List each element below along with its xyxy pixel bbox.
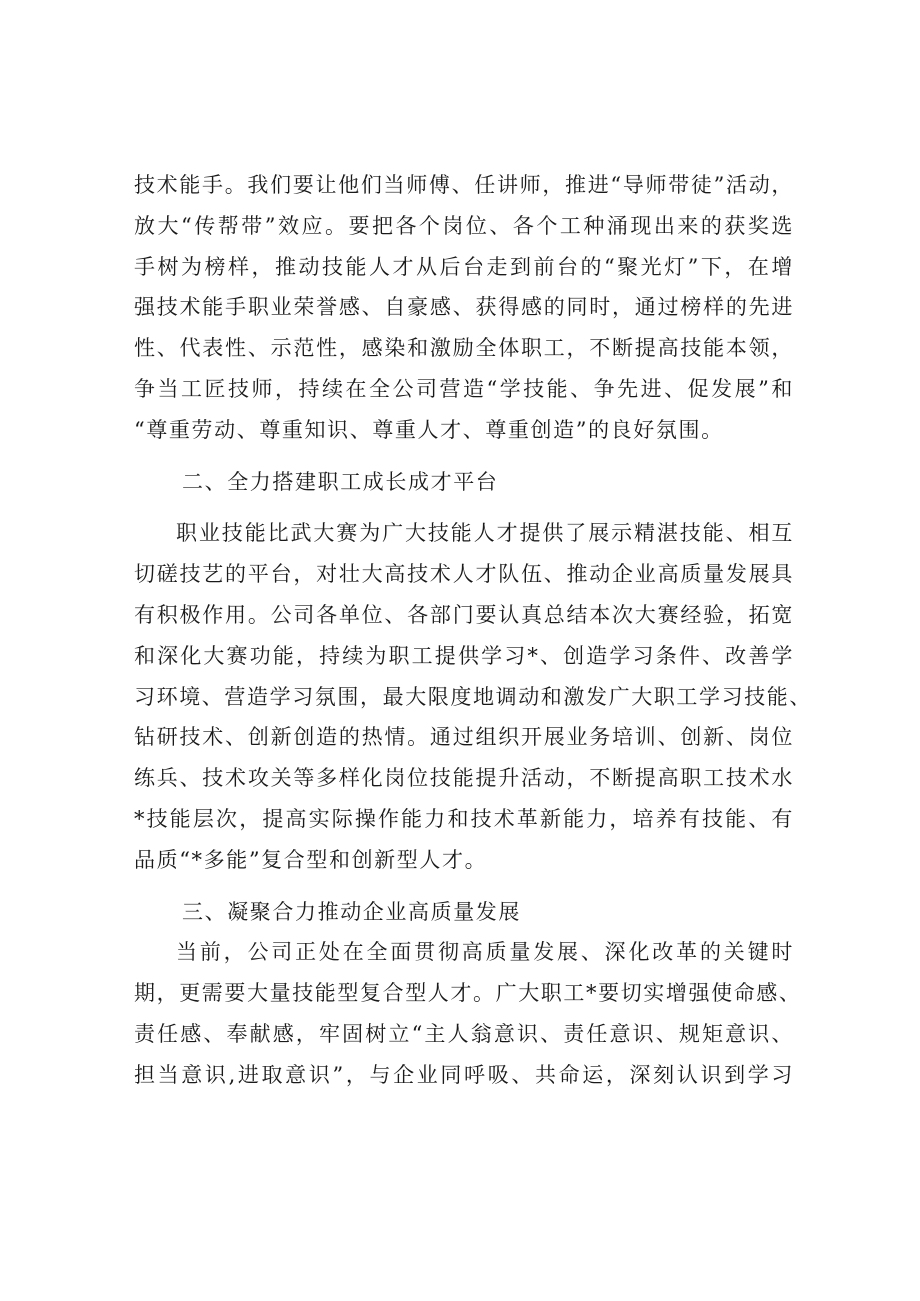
paragraph-line: 担当意识,进取意识”，与企业同呼吸、共命运，深刻认识到学习: [134, 1062, 794, 1087]
paragraph-line: 练兵、技术攻关等多样化岗位技能提升活动，不断提高职工技术水: [134, 766, 794, 791]
paragraph-line: 钻研技术、创新创造的热情。通过组织开展业务培训、创新、岗位: [134, 725, 794, 750]
paragraph-line: 期，更需要大量技能型复合型人才。广大职工*要切实增强使命感、: [134, 981, 802, 1006]
paragraph-line: 职业技能比武大赛为广大技能人才提供了展示精湛技能、相互: [176, 521, 794, 546]
section-heading-2: 二、全力搭建职工成长成才平台: [182, 469, 499, 494]
paragraph-line: 争当工匠技师，持续在全公司营造“学技能、争先进、促发展”和: [134, 376, 794, 401]
paragraph-line: 性、代表性、示范性，感染和激励全体职工，不断提高技能本领，: [134, 336, 794, 361]
paragraph-line: 切磋技艺的平台，对壮大高技术人才队伍、推动企业高质量发展具: [134, 562, 794, 587]
section-heading-3: 三、凝聚合力推动企业高质量发展: [182, 899, 521, 924]
paragraph-line: 责任感、奉献感，牢固树立“主人翁意识、责任意识、规矩意识、: [134, 1021, 794, 1046]
paragraph-line: *技能层次，提高实际操作能力和技术革新能力，培养有技能、有: [134, 806, 794, 831]
paragraph-line: 强技术能手职业荣誉感、自豪感、获得感的同时，通过榜样的先进: [134, 295, 794, 320]
paragraph-line: 习环境、营造学习氛围，最大限度地调动和激发广大职工学习技能、: [134, 684, 812, 709]
paragraph-line: 有积极作用。公司各单位、各部门要认真总结本次大赛经验，拓宽: [134, 602, 794, 627]
paragraph-line: “尊重劳动、尊重知识、尊重人才、尊重创造”的良好氛围。: [134, 417, 724, 442]
paragraph-line: 技术能手。我们要让他们当师傅、任讲师，推进“导师带徒”活动，: [134, 173, 794, 197]
document-body: [134, 165, 812, 1096]
paragraph-line: 当前，公司正处在全面贯彻高质量发展、深化改革的关键时: [176, 940, 794, 965]
paragraph-line: 和深化大赛功能，持续为职工提供学习*、创造学习条件、改善学: [134, 643, 794, 668]
paragraph-line: 放大“传帮带”效应。要把各个岗位、各个工种涌现出来的获奖选: [134, 213, 794, 238]
paragraph-line: 品质“*多能”复合型和创新型人才。: [134, 847, 488, 872]
paragraph-line: 手树为榜样，推动技能人才从后台走到前台的“聚光灯”下，在增: [134, 254, 794, 279]
